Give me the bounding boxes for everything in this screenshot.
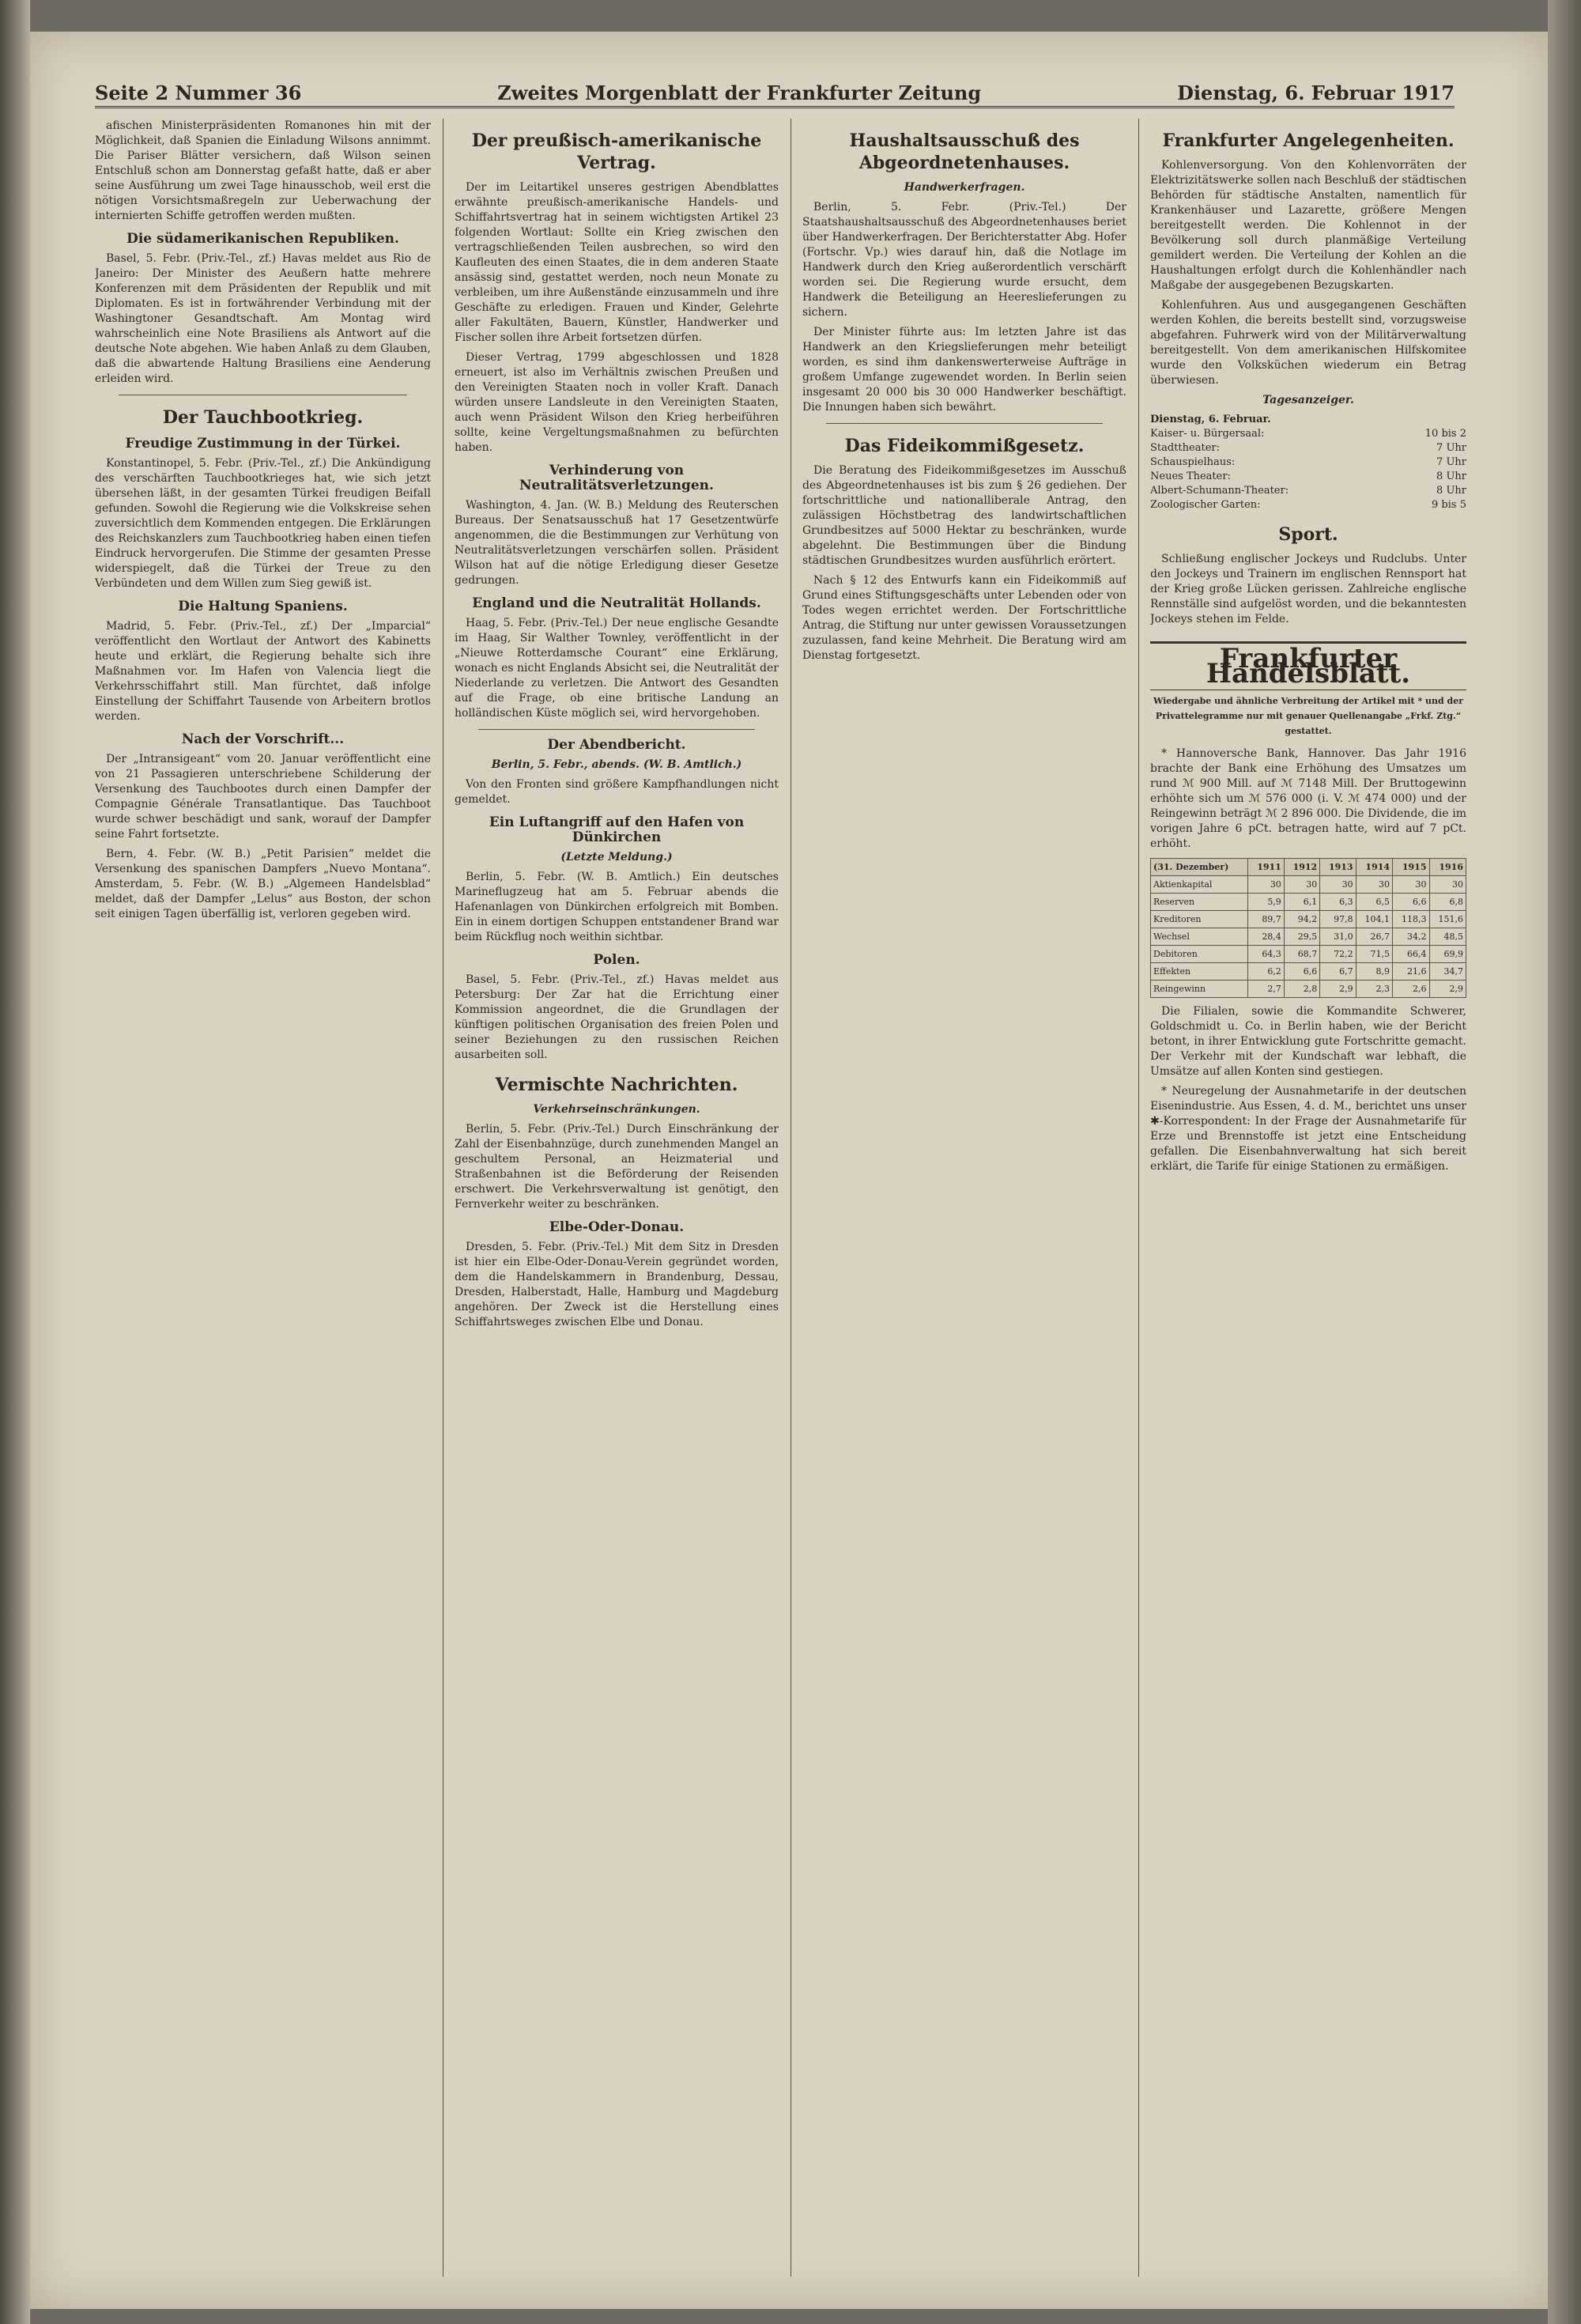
table-cell: 69,9 (1429, 946, 1466, 963)
bank-balance-table (1150, 858, 1466, 998)
table-cell: Reingewinn (1151, 981, 1248, 998)
table-cell: 97,8 (1320, 911, 1356, 928)
section-heading: Haushaltsausschuß des Abgeordnetenhauses. (849, 130, 1080, 173)
listing-date: Dienstag, 6. Februar. (1150, 414, 1271, 425)
article-text: Kohlenversorgung. Von den Kohlenvorräten der Elektrizitätswerke sollen nach Beschluß der städtischen Behörden für städtische Anstalten, namentlich für Krankenhäuser und Lazarette, größere Mengen bereitgestellt werden. Die Kohlennot in der Bevölkerung soll durch planmäßige Verteilung gemildert werden. Die Verteilung der Kohlen an die Haushaltungen erfolgt durch die Kohlenhändler nach Maßgabe der ausgegebenen Bezugskarten. (1150, 159, 1466, 292)
table-header-cell: 1915 (1393, 859, 1429, 876)
table-row (1151, 876, 1466, 894)
article-text: Washington, 4. Jan. (W. B.) Meldung des Reuterschen Bureaus. Der Senatsausschuß hat 17 Gesetzentwürfe angenommen, die die Bestimmungen zur Verhütung von Neutralitätsverletzungen verschärfen sollen. Präsident Wilson hat auf die nötige Erledigung dieser Gesetze gedrungen. (455, 499, 779, 587)
table-cell: 30 (1393, 876, 1429, 894)
event-listing (1150, 427, 1466, 512)
table-cell: 30 (1320, 876, 1356, 894)
article-text: Haag, 5. Febr. (Priv.-Tel.) Der neue englische Gesandte im Haag, Sir Walther Townley, veröffentlicht in der „Nieuwe Rotterdamsche Courant“ eine Erklärung, wonach es nicht Englands Absicht sei, die Neutralität der Niederlande zu verletzen. Die Antwort des Gesandten auf die Frage, ob eine britische Landung an holländischen Küste möglich sei, wird hervorgehoben. (455, 617, 779, 720)
article-text: Berlin, 5. Febr. (W. B. Amtlich.) Ein deutsches Marineflugzeug hat am 5. Februar abends die Hafenanlagen von Dünkirchen erfolgreich mit Bomben. Ein in einem dortigen Schuppen entstandener Brand war beim Rückflug noch weithin sichtbar. (455, 871, 779, 943)
table-cell: 104,1 (1356, 911, 1392, 928)
article-text: Basel, 5. Febr. (Priv.-Tel., zf.) Havas meldet aus Petersburg: Der Zar hat die Errichtung einer Kommission angeordnet, die die Grundlagen der künftigen politischen Organisation des freien Polen und seiner Beziehungen zu den russischen Reichen ausarbeiten soll. (455, 973, 779, 1061)
table-cell: 6,5 (1356, 894, 1392, 911)
column-3 (802, 119, 1126, 2277)
table-header-row (1151, 859, 1466, 876)
table-cell: Effekten (1151, 963, 1248, 981)
column-1 (95, 119, 431, 2277)
article-heading: Nach der Vorschrift... (181, 731, 345, 747)
article-subheading: Handwerkerfragen. (904, 181, 1025, 194)
table-cell: 68,7 (1284, 946, 1319, 963)
page-header (95, 79, 1455, 108)
event-time: 7 Uhr (1436, 442, 1466, 454)
article-text: Der Minister führte aus: Im letzten Jahre ist das Handwerk an den Kriegslieferungen mehr beteiligt worden, es sind ihm dankenswerterweise Aufträge in großem Umfange zugewendet worden. In Berlin seien insgesamt 20 000 bis 30 000 Handwerker beschäftigt. Die Innungen haben sich bewährt. (802, 326, 1126, 414)
column-2 (455, 119, 779, 2277)
table-cell: Kreditoren (1151, 911, 1248, 928)
article-heading: Verhinderung von Neutralitätsverletzungen. (519, 463, 714, 493)
article-heading: Ein Luftangriff auf den Hafen von Dünkirchen (489, 814, 745, 845)
article-heading: Der Abendbericht. (547, 737, 686, 753)
section-heading: Der preußisch-amerikanische Vertrag. (471, 130, 762, 173)
article-text: Von den Fronten sind größere Kampfhandlungen nicht gemeldet. (455, 778, 779, 806)
divider (478, 729, 755, 730)
event-row (1150, 427, 1466, 441)
table-cell: 6,6 (1393, 894, 1429, 911)
column-rule (1138, 119, 1139, 2277)
article-text: Madrid, 5. Febr. (Priv.-Tel., zf.) Der „Imparcial“ veröffentlicht den Wortlaut der Antwort des Kabinetts heute und erklärt, die Regierung behalte sich ihre Maßnahmen vor. Im Hafen von Valencia liegt die Verkehrsschiffahrt still. Man fürchtet, daß infolge Einstellung der Schiffahrt Tausende von Arbeitern brotlos werden. (95, 620, 431, 723)
event-time: 8 Uhr (1436, 470, 1466, 482)
table-cell: 21,6 (1393, 963, 1429, 981)
table-header-cell: 1912 (1284, 859, 1319, 876)
article-text: * Hannoversche Bank, Hannover. Das Jahr 1916 brachte der Bank eine Erhöhung des Umsatzes um rund ℳ 900 Mill. auf ℳ 7148 Mill. Der Bruttogewinn erhöhte sich um ℳ 576 000 (i. V. ℳ 474 000) und der Reingewinn beträgt ℳ 2 896 000. Die Dividende, die im vorigen Jahre 6 pCt. betragen hatte, wird auf 7 pCt. erhöht. (1150, 747, 1466, 850)
article-text: Der im Leitartikel unseres gestrigen Abendblattes erwähnte preußisch-amerikanische Handels- und Schiffahrtsvertrag hat in seinem wichtigsten Artikel 23 folgenden Wortlaut: Sollte ein Krieg zwischen den vertragschließenden Teilen ausbrechen, so wird den Kaufleuten des einen Staates, die in dem anderen Staate ansässig sind, gestattet werden, noch neun Monate zu verbleiben, um ihre Außenstände einzusammeln und ihre Geschäfte zu erledigen. Frauen und Kinder, Gelehrte aller Fakultäten, Bauern, Künstler, Handwerker und Fischer sollen ihre Arbeit fortsetzen dürfen. (455, 181, 779, 344)
table-cell: 94,2 (1284, 911, 1319, 928)
article-heading: Die Haltung Spaniens. (178, 599, 348, 614)
table-row (1151, 911, 1466, 928)
table-cell: 5,9 (1248, 894, 1284, 911)
table-cell: 71,5 (1356, 946, 1392, 963)
trade-section-title: Frankfurter Handelsblatt. (1150, 641, 1466, 690)
table-cell: 30 (1356, 876, 1392, 894)
article-text: Konstantinopel, 5. Febr. (Priv.-Tel., zf.) Die Ankündigung des verschärften Tauchbootkrieges hat, wie sich jetzt übersehen läßt, in der gesamten Türkei freudigen Beifall gefunden. Sowohl die Regierung wie die Volkskreise sehen zuversichtlich dem Kommenden entgegen. Die Erklärungen des Reichskanzlers zum Tauchbootkrieg haben einen tiefen Eindruck hervorgerufen. Die Stimme der gesamten Presse widerspiegelt, daß die Türkei der Treue zu den Verbündeten und dem Willen zum Sieg gewiß ist. (95, 457, 431, 590)
table-cell: 48,5 (1429, 928, 1466, 946)
table-cell: 2,6 (1393, 981, 1429, 998)
article-heading: Polen. (593, 952, 640, 968)
table-cell: 72,2 (1320, 946, 1356, 963)
table-cell: 34,7 (1429, 963, 1466, 981)
table-body (1151, 876, 1466, 998)
section-heading: Das Fideikommißgesetz. (844, 436, 1085, 456)
table-cell: 2,9 (1320, 981, 1356, 998)
header-masthead: Zweites Morgenblatt der Frankfurter Zeitung (497, 81, 982, 104)
table-header-cell: 1911 (1248, 859, 1284, 876)
book-binding (0, 0, 30, 2324)
event-row (1150, 498, 1466, 512)
section-heading: Frankfurter Angelegenheiten. (1162, 130, 1455, 151)
table-cell: 29,5 (1284, 928, 1319, 946)
article-text: Kohlenfuhren. Aus und ausgegangenen Geschäften werden Kohlen, die bereits bestellt sind, vorzugsweise abgefahren. Fuhrwerk wird von der Militärverwaltung bereitgestellt. Von dem amerikanischen Hilfskomitee wurde den Volksküchen wiederum ein Betrag überwiesen. (1150, 299, 1466, 387)
table-cell: Reserven (1151, 894, 1248, 911)
event-time: 10 bis 2 (1424, 428, 1466, 440)
table-header-cell: 1916 (1429, 859, 1466, 876)
event-row (1150, 470, 1466, 484)
article-text: Dieser Vertrag, 1799 abgeschlossen und 1828 erneuert, ist also im Verhältnis zwischen Preußen und den Vereinigten Staaten noch in voller Kraft. Danach würden unsere Landsleute in den Vereinigten Staaten, auch wenn Präsident Wilson den Krieg herbeiführen sollte, keine Vergeltungsmaßnahmen zu befürchten haben. (455, 351, 779, 454)
event-place: Zoologischer Garten: (1150, 499, 1261, 511)
table-cell: 66,4 (1393, 946, 1429, 963)
article-text: Berlin, 5. Febr. (Priv.-Tel.) Der Staatshaushaltsausschuß des Abgeordnetenhauses beriet über Handwerkerfragen. Der Berichterstatter Abg. Hofer (Fortschr. Vp.) wies darauf hin, daß die Notlage im Handwerk durch den Krieg außerordentlich verschärft worden sei. Die Regierung wurde ersucht, dem Handwerk die Beteiligung an Heereslieferungen zu sichern. (802, 201, 1126, 319)
event-place: Stadttheater: (1150, 442, 1220, 454)
header-date: Dienstag, 6. Februar 1917 (1177, 81, 1455, 104)
section-heading: Sport. (1278, 524, 1338, 545)
table-cell: 89,7 (1248, 911, 1284, 928)
article-subheading: Tagesanzeiger. (1262, 394, 1354, 406)
table-cell: 34,2 (1393, 928, 1429, 946)
event-time: 9 bis 5 (1432, 499, 1466, 511)
table-header-cell: 1913 (1320, 859, 1356, 876)
article-text: Die Filialen, sowie die Kommandite Schwerer, Goldschmidt u. Co. in Berlin haben, wie der Bericht betont, in ihrer Entwicklung gute Fortschritte gemacht. Der Verkehr mit der Kundschaft war lebhaft, die Umsätze auf allen Konten sind gestiegen. (1150, 1005, 1466, 1078)
article-heading: Freudige Zustimmung in der Türkei. (125, 436, 401, 452)
event-place: Kaiser- u. Bürgersaal: (1150, 428, 1265, 440)
table-cell: 8,9 (1356, 963, 1392, 981)
section-heading: Der Tauchbootkrieg. (162, 407, 364, 428)
table-cell: 26,7 (1356, 928, 1392, 946)
trade-section-note: Wiedergabe und ähnliche Verbreitung der Artikel mit * und der Privattelegramme nur mit genauer Quellenangabe „Frkf. Ztg.“ gestattet. (1153, 696, 1464, 736)
article-heading: Elbe-Oder-Donau. (549, 1219, 685, 1235)
article-text: Dresden, 5. Febr. (Priv.-Tel.) Mit dem Sitz in Dresden ist hier ein Elbe-Oder-Donau-Verein gegründet worden, dem die Handelskammern in Brandenburg, Dessau, Dresden, Halberstadt, Halle, Hamburg und Magdeburg angehören. Der Zweck ist die Herstellung eines Schiffahrtsweges zwischen Elbe und Donau. (455, 1241, 779, 1328)
event-row (1150, 455, 1466, 470)
event-time: 7 Uhr (1436, 456, 1466, 468)
article-text: Nach § 12 des Entwurfs kann ein Fideikommiß auf Grund eines Stiftungsgeschäfts unter Lebenden oder von Todes wegen errichtet werden. Der Fortschrittliche Antrag, die Stiftung nur unter gewissen Voraussetzungen zuzulassen, fand keine Mehrheit. Die Beratung wird am Dienstag fortgesetzt. (802, 574, 1126, 662)
event-place: Neues Theater: (1150, 470, 1231, 482)
table-cell: 2,9 (1429, 981, 1466, 998)
event-row (1150, 484, 1466, 498)
table-cell: 64,3 (1248, 946, 1284, 963)
article-text: afischen Ministerpräsidenten Romanones hin mit der Möglichkeit, daß Spanien die Einladung Wilsons annimmt. Die Pariser Blätter versichern, daß Wilson seinen Entschluß schon am Donnerstag gefaßt hatte, daß er aber seine Ausführung um zwei Tage hinausschob, weil erst die nötigen Vorsichtsmaßregeln zur Ueberwachung der internierten Schiffe getroffen werden mußten. (95, 119, 431, 222)
table-cell: 6,8 (1429, 894, 1466, 911)
table-cell: 6,3 (1320, 894, 1356, 911)
article-heading: Die südamerikanischen Republiken. (126, 231, 399, 247)
table-cell: 31,0 (1320, 928, 1356, 946)
page-edge (1548, 0, 1581, 2324)
table-cell: 151,6 (1429, 911, 1466, 928)
event-place: Albert-Schumann-Theater: (1150, 485, 1289, 497)
table-cell: 30 (1429, 876, 1466, 894)
table-header-cell: (31. Dezember) (1151, 859, 1248, 876)
article-text: Der „Intransigeant“ vom 20. Januar veröffentlicht eine von 21 Passagieren unterschriebene Schilderung der Versenkung des Tauchbootes durch einen Dampfer der Compagnie Générale Transatlantique. Das Tauchboot wurde schwer beschädigt und sank, worauf der Dampfer seine Fahrt fortsetzte. (95, 753, 431, 841)
article-text: Basel, 5. Febr. (Priv.-Tel., zf.) Havas meldet aus Rio de Janeiro: Der Minister des Aeußern hatte mehrere Konferenzen mit dem Präsidenten der Republik und mit Diplomaten. Es ist in fortwährender Verbindung mit der Washingtoner Gesandtschaft. Am Montag wird wahrscheinlich eine Note Brasiliens als Antwort auf die deutsche Note abgehen. Wie haben Anlaß zu dem Glauben, daß die abwartende Haltung Brasiliens eine Aenderung erleiden wird. (95, 252, 431, 385)
article-text: Schließung englischer Jockeys und Rudclubs. Unter den Jockeys und Trainern im englischen Rennsport hat der Krieg große Lücken gerissen. Zahlreiche englische Rennställe sind aufgelöst worden, und die bekanntesten Jockeys stehen im Felde. (1150, 553, 1466, 625)
table-cell: 118,3 (1393, 911, 1429, 928)
table-cell: 2,8 (1284, 981, 1319, 998)
article-text: * Neuregelung der Ausnahmetarife in der deutschen Eisenindustrie. Aus Essen, 4. d. M., berichtet uns unser ✱-Korrespondent: In der Frage der Ausnahmetarife für Erze und Brennstoffe ist jetzt eine Entscheidung gefallen. Die Eisenbahnverwaltung hat sich bereit erklärt, die Tarife für einige Stationen zu ermäßigen. (1150, 1085, 1466, 1173)
table-row (1151, 963, 1466, 981)
table-header-cell: 1914 (1356, 859, 1392, 876)
table-row (1151, 894, 1466, 911)
table-cell: 6,1 (1284, 894, 1319, 911)
table-cell: 2,7 (1248, 981, 1284, 998)
table-row (1151, 981, 1466, 998)
section-heading: Vermischte Nachrichten. (495, 1075, 738, 1095)
column-4 (1150, 119, 1466, 2277)
event-place: Schauspielhaus: (1150, 456, 1236, 468)
column-rule (790, 119, 791, 2277)
table-cell: Aktienkapital (1151, 876, 1248, 894)
event-time: 8 Uhr (1436, 485, 1466, 497)
table-cell: 6,6 (1284, 963, 1319, 981)
article-subheading: (Letzte Meldung.) (560, 851, 673, 863)
article-text: Berlin, 5. Febr. (Priv.-Tel.) Durch Einschränkung der Zahl der Eisenbahnzüge, durch zunehmenden Mangel an geschultem Personal, an Heizmaterial und Straßenbahnen ist die Beförderung der Reisenden erschwert. Die Verkehrsverwaltung ist genötigt, den Fernverkehr weiter zu beschränken. (455, 1123, 779, 1211)
article-heading: England und die Neutralität Hollands. (472, 595, 761, 611)
dateline: Berlin, 5. Febr., abends. (W. B. Amtlich.) (491, 758, 742, 771)
table-cell: 6,7 (1320, 963, 1356, 981)
table-cell: Wechsel (1151, 928, 1248, 946)
article-text: Bern, 4. Febr. (W. B.) „Petit Parisien“ meldet die Versenkung des spanischen Dampfers „Nuevo Montana“. Amsterdam, 5. Febr. (W. B.) „Algemeen Handelsblad“ meldet, daß der Dampfer „Lelus“ aus Boston, der schon seit einigen Tagen überfällig ist, verloren gegeben wird. (95, 848, 431, 920)
table-cell: 6,2 (1248, 963, 1284, 981)
table-cell: 28,4 (1248, 928, 1284, 946)
table-cell: 30 (1248, 876, 1284, 894)
table-cell: 2,3 (1356, 981, 1392, 998)
table-cell: 30 (1284, 876, 1319, 894)
divider (826, 423, 1103, 424)
event-row (1150, 441, 1466, 455)
table-row (1151, 946, 1466, 963)
table-cell: Debitoren (1151, 946, 1248, 963)
table-row (1151, 928, 1466, 946)
article-text: Die Beratung des Fideikommißgesetzes im Ausschuß des Abgeordnetenhauses ist bis zum § 26 gediehen. Der fortschrittliche und nationalliberale Antrag, den zulässigen Höchstbetrag des landwirtschaftlichen Grundbesitzes auf 5000 Hektar zu beschränken, wurde abgelehnt. Die Bestimmungen über die Bindung städtischen Grundbesitzes wurden ausführlich erörtert. (802, 464, 1126, 567)
header-page-number: Seite 2 Nummer 36 (95, 81, 302, 104)
article-subheading: Verkehrseinschränkungen. (533, 1103, 700, 1116)
